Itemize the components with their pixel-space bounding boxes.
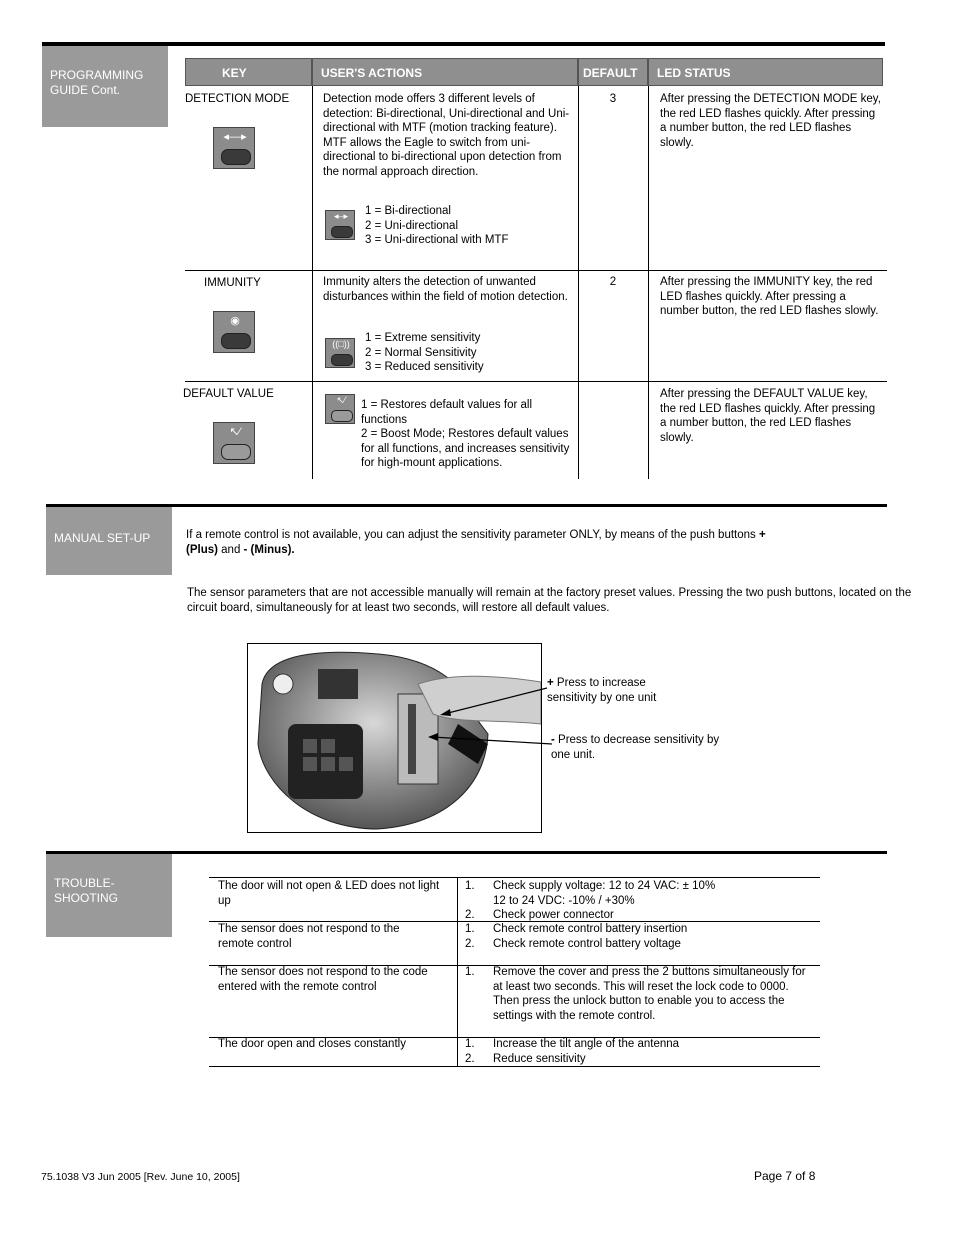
trouble-row-line bbox=[209, 877, 820, 878]
callout-arrows bbox=[420, 680, 560, 750]
trouble-steps bbox=[465, 922, 815, 951]
manual-paragraph: The sensor parameters that are not accessible manually will remain at the factory preset values. Pressing the two push buttons, located on the circuit board, simultaneously for at least two seconds, will restore all default values. bbox=[187, 587, 912, 614]
manual-side-label: MANUAL SET-UP bbox=[46, 507, 172, 575]
step-item: 1. Check remote control battery insertion bbox=[465, 923, 688, 935]
trouble-steps bbox=[465, 1037, 815, 1066]
trouble-problem: The door will not open & LED does not light up bbox=[218, 880, 440, 907]
footer-doc-id: 75.1038 V3 Jun 2005 [Rev. June 10, 2005] bbox=[41, 1171, 240, 1183]
reset-icon: ↖⁄ bbox=[325, 394, 355, 424]
header-key: KEY bbox=[185, 58, 312, 86]
key-detection-mode: DETECTION MODE bbox=[185, 93, 290, 105]
default-value-options: 1 = Restores default values for all functions 2 = Boost Mode; Restores default values for all functions, and increases sensitivity for high-mount applications. bbox=[361, 399, 570, 469]
trouble-problem: The sensor does not respond to the remote control bbox=[218, 923, 400, 950]
step-item: 1. Check supply voltage: 12 to 24 VAC: ± 10% bbox=[465, 880, 716, 892]
immunity-description: Immunity alters the detection of unwanted disturbances within the field of motion detection. bbox=[323, 276, 568, 303]
trouble-steps bbox=[465, 965, 817, 1023]
header-default: DEFAULT bbox=[578, 58, 648, 86]
detection-mode-options: 1 = Bi-directional 2 = Uni-directional 3 = Uni-directional with MTF bbox=[365, 205, 509, 246]
trouble-steps bbox=[465, 879, 815, 923]
immunity-icon: ((□)) bbox=[325, 338, 355, 368]
manual-intro: If a remote control is not available, you can adjust the sensitivity parameter ONLY, by means of the push buttons + (Plus) and - (Minus). bbox=[186, 529, 766, 556]
step-item: 2. Reduce sensitivity bbox=[465, 1052, 586, 1065]
top-rule bbox=[42, 42, 885, 46]
immunity-options: 1 = Extreme sensitivity 2 = Normal Sensitivity 3 = Reduced sensitivity bbox=[365, 332, 484, 373]
trouble-problem: The door open and closes constantly bbox=[218, 1038, 406, 1050]
detection-mode-description: Detection mode offers 3 different levels of detection: Bi-directional, Uni-directional and Uni-directional with MTF (motion tracking feature). MTF allows the Eagle to switch from uni-directional to bi-directional upon detection from the normal approach direction. bbox=[323, 93, 570, 178]
step-item: 1. Remove the cover and press the 2 buttons simultaneously for at least two seconds. This will reset the lock code to 0000. Then press the unlock button to enable you to access the settings with the remote control. bbox=[465, 966, 806, 1022]
immunity-icon: ◉ bbox=[213, 311, 255, 353]
programming-side-label: PROGRAMMING GUIDE Cont. bbox=[42, 46, 168, 127]
divider bbox=[648, 86, 649, 479]
immunity-default: 2 bbox=[609, 276, 617, 288]
header-led: LED STATUS bbox=[648, 58, 883, 86]
step-item: 1. Increase the tilt angle of the antenna bbox=[465, 1038, 680, 1050]
step-item: 2. Check power connector bbox=[465, 909, 614, 921]
header-actions: USER'S ACTIONS bbox=[312, 58, 578, 86]
default-value-led: After pressing the DEFAULT VALUE key, the red LED flashes quickly. After pressing a number button, the red LED flashes slowly. bbox=[660, 388, 876, 444]
reset-icon: ↖⁄ bbox=[213, 422, 255, 464]
arrows-icon: ◂‒‒▸ bbox=[213, 127, 255, 169]
minus-callout: - Press to decrease sensitivity by one unit. bbox=[551, 734, 720, 761]
row-divider bbox=[185, 270, 887, 271]
arrows-icon: ◂‒▸ bbox=[325, 210, 355, 240]
detection-mode-led: After pressing the DETECTION MODE key, the red LED flashes quickly. After pressing a number button, the red LED flashes slowly. bbox=[660, 93, 881, 149]
trouble-row-line bbox=[209, 1066, 820, 1067]
trouble-divider bbox=[457, 877, 458, 1066]
trouble-problem: The sensor does not respond to the code entered with the remote control bbox=[218, 966, 428, 993]
trouble-rule bbox=[46, 851, 887, 854]
step-item: 2. Check remote control battery voltage bbox=[465, 937, 681, 950]
plus-callout: + Press to increase sensitivity by one unit bbox=[547, 677, 657, 704]
key-immunity: IMMUNITY bbox=[204, 277, 261, 289]
step-item: 12 to 24 VDC: -10% / +30% bbox=[493, 894, 635, 907]
key-default-value: DEFAULT VALUE bbox=[183, 388, 274, 400]
row-divider bbox=[185, 381, 887, 382]
immunity-led: After pressing the IMMUNITY key, the red LED flashes quickly. After pressing a number button, the red LED flashes slowly. bbox=[660, 276, 879, 317]
trouble-side-label: TROUBLE-SHOOTING bbox=[46, 854, 172, 937]
divider bbox=[312, 86, 313, 479]
manual-rule bbox=[46, 504, 887, 507]
footer-page-number: Page 7 of 8 bbox=[754, 1169, 816, 1183]
detection-mode-default: 3 bbox=[609, 93, 617, 105]
